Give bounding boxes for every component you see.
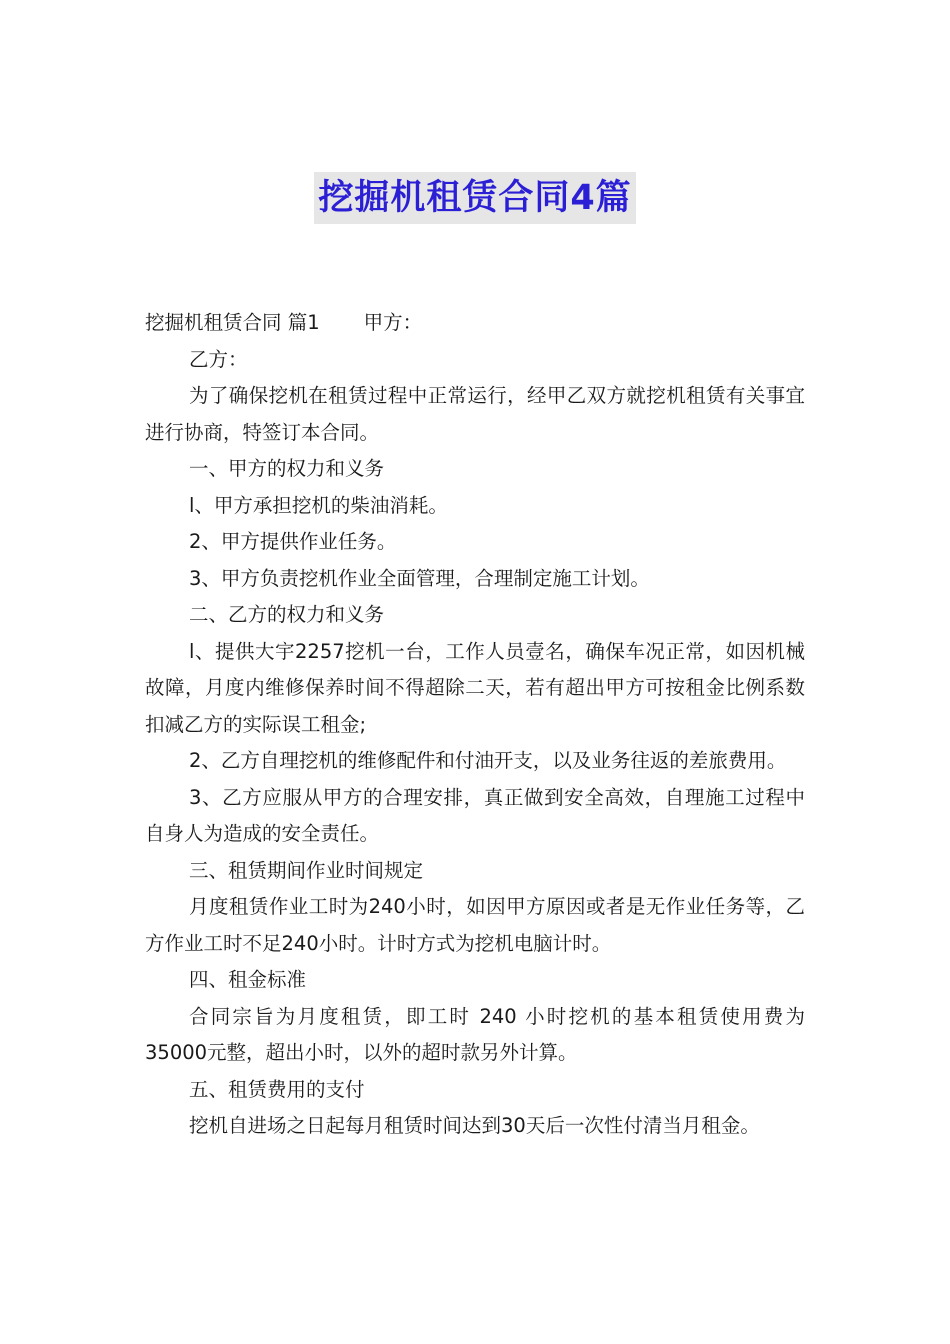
clause-a3: 3、甲方负责挖机作业全面管理，合理制定施工计划。 [189,566,650,590]
rent-standard-paragraph: 合同宗旨为月度租赁，即工时 240 小时挖机的基本租赁使用费为35000元整，超出小时，以外的超时款另外计算。 [145,1004,805,1064]
payment-paragraph: 挖机自进场之日起每月租赁时间达到30天后一次性付清当月租金。 [189,1114,760,1137]
working-hours-paragraph: 月度租赁作业工时为240小时，如因甲方原因或者是无作业任务等，乙方作业工时不足240小时。计时方式为挖机电脑计时。 [145,895,805,955]
section-heading-payment: 五、租赁费用的支付 [189,1077,365,1101]
title-container [0,172,950,224]
clause-a1: l、甲方承担挖机的柴油消耗。 [189,493,448,517]
document-body [145,305,805,1145]
party-b-label: 乙方： [189,347,248,371]
first-line [145,305,805,342]
section-heading-party-a-rights: 一、甲方的权力和义务 [189,457,385,480]
section-heading-working-hours: 三、租赁期间作业时间规定 [189,858,424,882]
section-heading-rent-standard: 四、租金标准 [189,968,307,991]
clause-a2: 2、甲方提供作业任务。 [189,530,397,553]
clause-b1: l、提供大宇2257挖机一台，工作人员壹名，确保车况正常，如因机械故障，月度内维修保养时间不得超除二天，若有超出甲方可按租金比例系数扣减乙方的实际误工租金; [145,639,805,736]
clause-b2: 2、乙方自理挖机的维修配件和付油开支，以及业务往返的差旅费用。 [189,749,787,772]
section-heading-party-b-rights: 二、乙方的权力和义务 [189,603,385,626]
intro-paragraph: 为了确保挖机在租赁过程中正常运行，经甲乙双方就挖机租赁有关事宜进行协商，特签订本合同。 [145,384,805,444]
party-a-label: 甲方： [363,311,423,334]
section-heading: 挖掘机租赁合同 篇1 [145,311,320,334]
clause-b3: 3、乙方应服从甲方的合理安排，真正做到安全高效，自理施工过程中自身人为造成的安全责任。 [145,785,805,845]
document-title: 挖掘机租赁合同4篇 [314,172,635,224]
